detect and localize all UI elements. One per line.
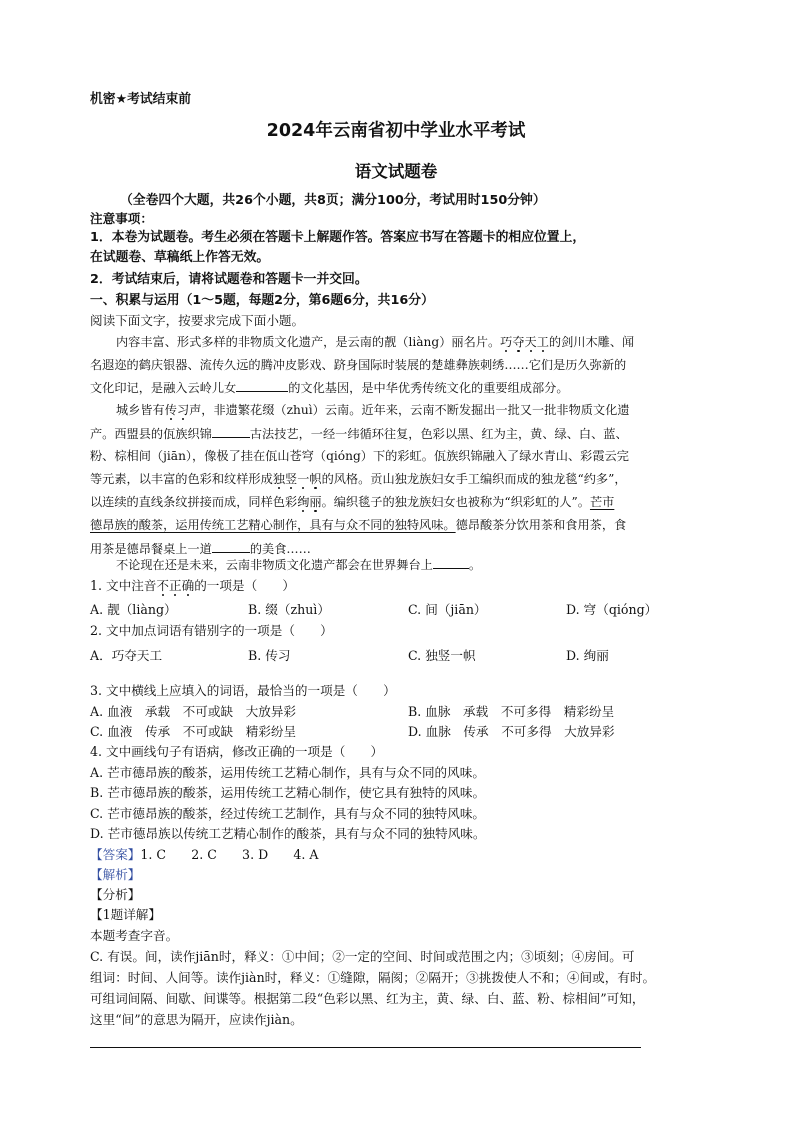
exam-title: 2024年云南省初中学业水平考试 (266, 121, 526, 141)
explanation-line-4: 这里“间”的意思为隔开，应读作jiàn。 (90, 1012, 303, 1027)
question-1-option-d[interactable]: D. 穹（qióng） (566, 602, 658, 617)
text: 文化印记，是融入云岭儿女 (90, 381, 237, 395)
question-3-option-d[interactable]: D. 血脉 传承 不可多得 大放异彩 (408, 724, 615, 739)
underlined-sentence-start: 芒市 (589, 495, 615, 509)
passage-p2-line1 (116, 402, 630, 418)
passage-p2-line7 (90, 540, 311, 557)
question-3-stem: 3. 文中横线上应填入的词语，最恰当的一项是（ ） (90, 683, 396, 698)
explanation-line-1: C. 有误。间，读作jiān时，释义：①中间；②一定的空间、时间或范围之内；③顷刻；④房间。可 (90, 949, 635, 964)
question-2-option-d[interactable]: D. 绚丽 (566, 648, 609, 663)
emphasis-dot-char: 竖 (285, 472, 298, 486)
question-1-stem (90, 578, 295, 594)
passage-p1-line1 (116, 334, 634, 350)
dotted-word-chuanxi (165, 403, 189, 417)
emphasis-dot-char: 不 (156, 578, 169, 593)
question-4-option-c[interactable]: C. 芒市德昂族的酸茶，经过传统工艺制作，具有与众不同的独特风味。 (90, 806, 486, 821)
passage-p1-line2: 名遐迩的鹤庆银器、流传久远的腾冲皮影戏、跻身国际时装展的楚雄彝族刺绣……它们是历久弥新的 (90, 358, 627, 372)
dotted-word-dushuyizhi (273, 472, 322, 486)
dotted-word-buzhengque (156, 578, 194, 593)
emphasis-dot-char: 习 (176, 403, 190, 417)
paper-subtitle: 语文试题卷 (354, 162, 438, 181)
explanation-line-3: 可组词间隔、间歇、间谍等。根据第二段“色彩以黑、红为主，黄、绿、白、蓝、粉、棕相间”可知， (90, 991, 645, 1006)
passage-p2-line2 (90, 425, 628, 442)
passage-p1-line3 (90, 379, 569, 396)
question-1-option-c[interactable]: C. 间（jiān） (408, 602, 487, 617)
passage-p2-line6 (90, 517, 626, 533)
underlined-sentence: 德昂族的酸茶，运用传统工艺精心制作，具有与众不同的独特风味。 (90, 518, 456, 532)
notice-item-1a: 1．本卷为试题卷。考生必须在答题卡上解题作答。答案应书写在答题卡的相应位置上， (90, 230, 586, 245)
emphasis-dot-char: 正 (169, 578, 182, 593)
question-2-stem: 2. 文中加点词语有错别字的一项是（ ） (90, 623, 333, 638)
exam-meta: （全卷四个大题，共26个小题，共8页；满分100分，考试用时150分钟） (120, 193, 546, 208)
question-1-option-b[interactable]: B. 缀（zhuì） (248, 602, 330, 617)
answer-label: 【答案】 (90, 847, 141, 862)
text: 以连续的直线条纹拼接而成，同样色彩 (90, 495, 298, 509)
text: 的美食…… (249, 542, 311, 556)
text: 的风格。贡山独龙族妇女手工编织而成的独龙毯“约多”， (321, 472, 627, 486)
emphasis-dot-char: 夺 (512, 335, 525, 349)
question-4-option-b[interactable]: B. 芒市德昂族的酸茶，运用传统工艺精心制作，使它具有独特的风味。 (90, 785, 486, 800)
passage-p2-line3: 粉、棕相间（jiān），像极了挂在佤山苍穹（qióng）下的彩虹。佤族织锦融入了绿水青山、彩霞云完 (90, 449, 629, 463)
emphasis-dot-char: 帜 (309, 472, 322, 486)
fenxi-label: 【分析】 (90, 887, 141, 902)
text: 德昂酸茶分饮用茶和食用茶，食 (455, 518, 627, 532)
footer-divider (90, 1047, 641, 1048)
emphasis-dot-char: 丽 (309, 495, 322, 509)
emphasis-dot-char: 独 (272, 472, 285, 486)
notice-item-2: 2．考试结束后，请将试题卷和答题卡一并交回。 (90, 272, 368, 287)
fill-blank-4[interactable] (433, 556, 469, 569)
question-2-option-a[interactable]: A．巧夺天工 (90, 648, 163, 663)
text: 的剑川木雕、闻 (548, 335, 635, 349)
dotted-word-qiaoduotiangong (500, 335, 549, 349)
question-2-option-c[interactable]: C. 独竖一帜 (408, 648, 476, 663)
text: 内容丰富、形式多样的非物质文化遗产，是云南的靓（liàng）丽名片。 (116, 335, 501, 349)
dotted-word-xuanli (297, 495, 321, 509)
text: 等元素，以丰富的色彩和纹样形成 (90, 472, 273, 486)
question-4-stem: 4. 文中画线句子有语病，修改正确的一项是（ ） (90, 744, 384, 759)
question-1-option-a[interactable]: A. 靓（liàng） (90, 602, 177, 617)
question-4-option-d[interactable]: D. 芒市德昂族以传统工艺精心制作的酸茶，具有与众不同的独特风味。 (90, 826, 486, 841)
text: 的文化基因，是中华优秀传统文化的重要组成部分。 (288, 381, 569, 395)
emphasis-dot-char: 绚 (297, 495, 310, 509)
text: 用茶是德昂餐桌上一道 (90, 542, 212, 556)
fill-blank-1[interactable] (236, 379, 288, 392)
text: 城乡皆有 (116, 403, 165, 417)
emphasis-dot-char: 一 (297, 472, 310, 486)
passage-p2-line5 (90, 494, 614, 510)
explanation-line-2: 组词：时间、人间等。读作jiàn时，释义：①缝隙，隔阂；②隔开；③挑拨使人不和；④间或，有时。 (90, 970, 656, 985)
text: 不论现在还是未来，云南非物质文化遗产都会在世界舞台上 (116, 558, 433, 572)
text: 古法技艺，一经一纬循环往复，色彩以黑、红为主，黄、绿、白、蓝、 (249, 427, 628, 441)
emphasis-dot-char: 巧 (500, 335, 513, 349)
question-3-option-a[interactable]: A. 血液 承载 不可或缺 大放异彩 (90, 704, 297, 719)
text: 的一项是（ ） (194, 578, 295, 593)
text: 产。西盟县的佤族织锦 (90, 427, 212, 441)
text: 1. 文中注音 (90, 578, 157, 593)
emphasis-dot-char: 工 (536, 335, 549, 349)
question-4-option-a[interactable]: A. 芒市德昂族的酸茶，运用传统工艺精心制作，具有与众不同的风味。 (90, 765, 485, 780)
analysis-label: 【解析】 (90, 867, 141, 882)
confidential-mark: 机密★考试结束前 (90, 92, 192, 107)
q1-detail-label: 【1题详解】 (90, 907, 161, 922)
answer-line (90, 847, 318, 863)
passage-p3-line1 (116, 556, 481, 573)
fill-blank-3[interactable] (212, 540, 250, 553)
reading-instruction: 阅读下面文字，按要求完成下面小题。 (90, 313, 305, 328)
emphasis-dot-char: 天 (524, 335, 537, 349)
text: 。 (468, 558, 482, 572)
passage-p2-line4 (90, 471, 627, 487)
explanation-intro: 本题考查字音。 (90, 928, 179, 943)
emphasis-dot-char: 传 (164, 403, 177, 417)
emphasis-dot-char: 确 (181, 578, 195, 593)
question-2-option-b[interactable]: B. 传习 (248, 648, 291, 663)
answer-values: 1. C 2. C 3. D 4. A (140, 847, 319, 862)
section-1-heading: 一、积累与运用（1～5题，每题2分，第6题6分，共16分） (90, 293, 434, 308)
question-3-option-c[interactable]: C. 血液 传承 不可或缺 精彩纷呈 (90, 724, 297, 739)
text: 。编织毯子的独龙族妇女也被称为“织彩虹的人”。 (321, 495, 590, 509)
fill-blank-2[interactable] (212, 425, 250, 438)
notice-heading: 注意事项： (90, 211, 153, 226)
question-3-option-b[interactable]: B. 血脉 承载 不可多得 精彩纷呈 (408, 704, 615, 719)
text: 声，非遗繁花缀（zhuì）云南。近年来，云南不断发掘出一批又一批非物质文化遗 (189, 403, 630, 417)
notice-item-1b: 在试题卷、草稿纸上作答无效。 (90, 250, 270, 265)
